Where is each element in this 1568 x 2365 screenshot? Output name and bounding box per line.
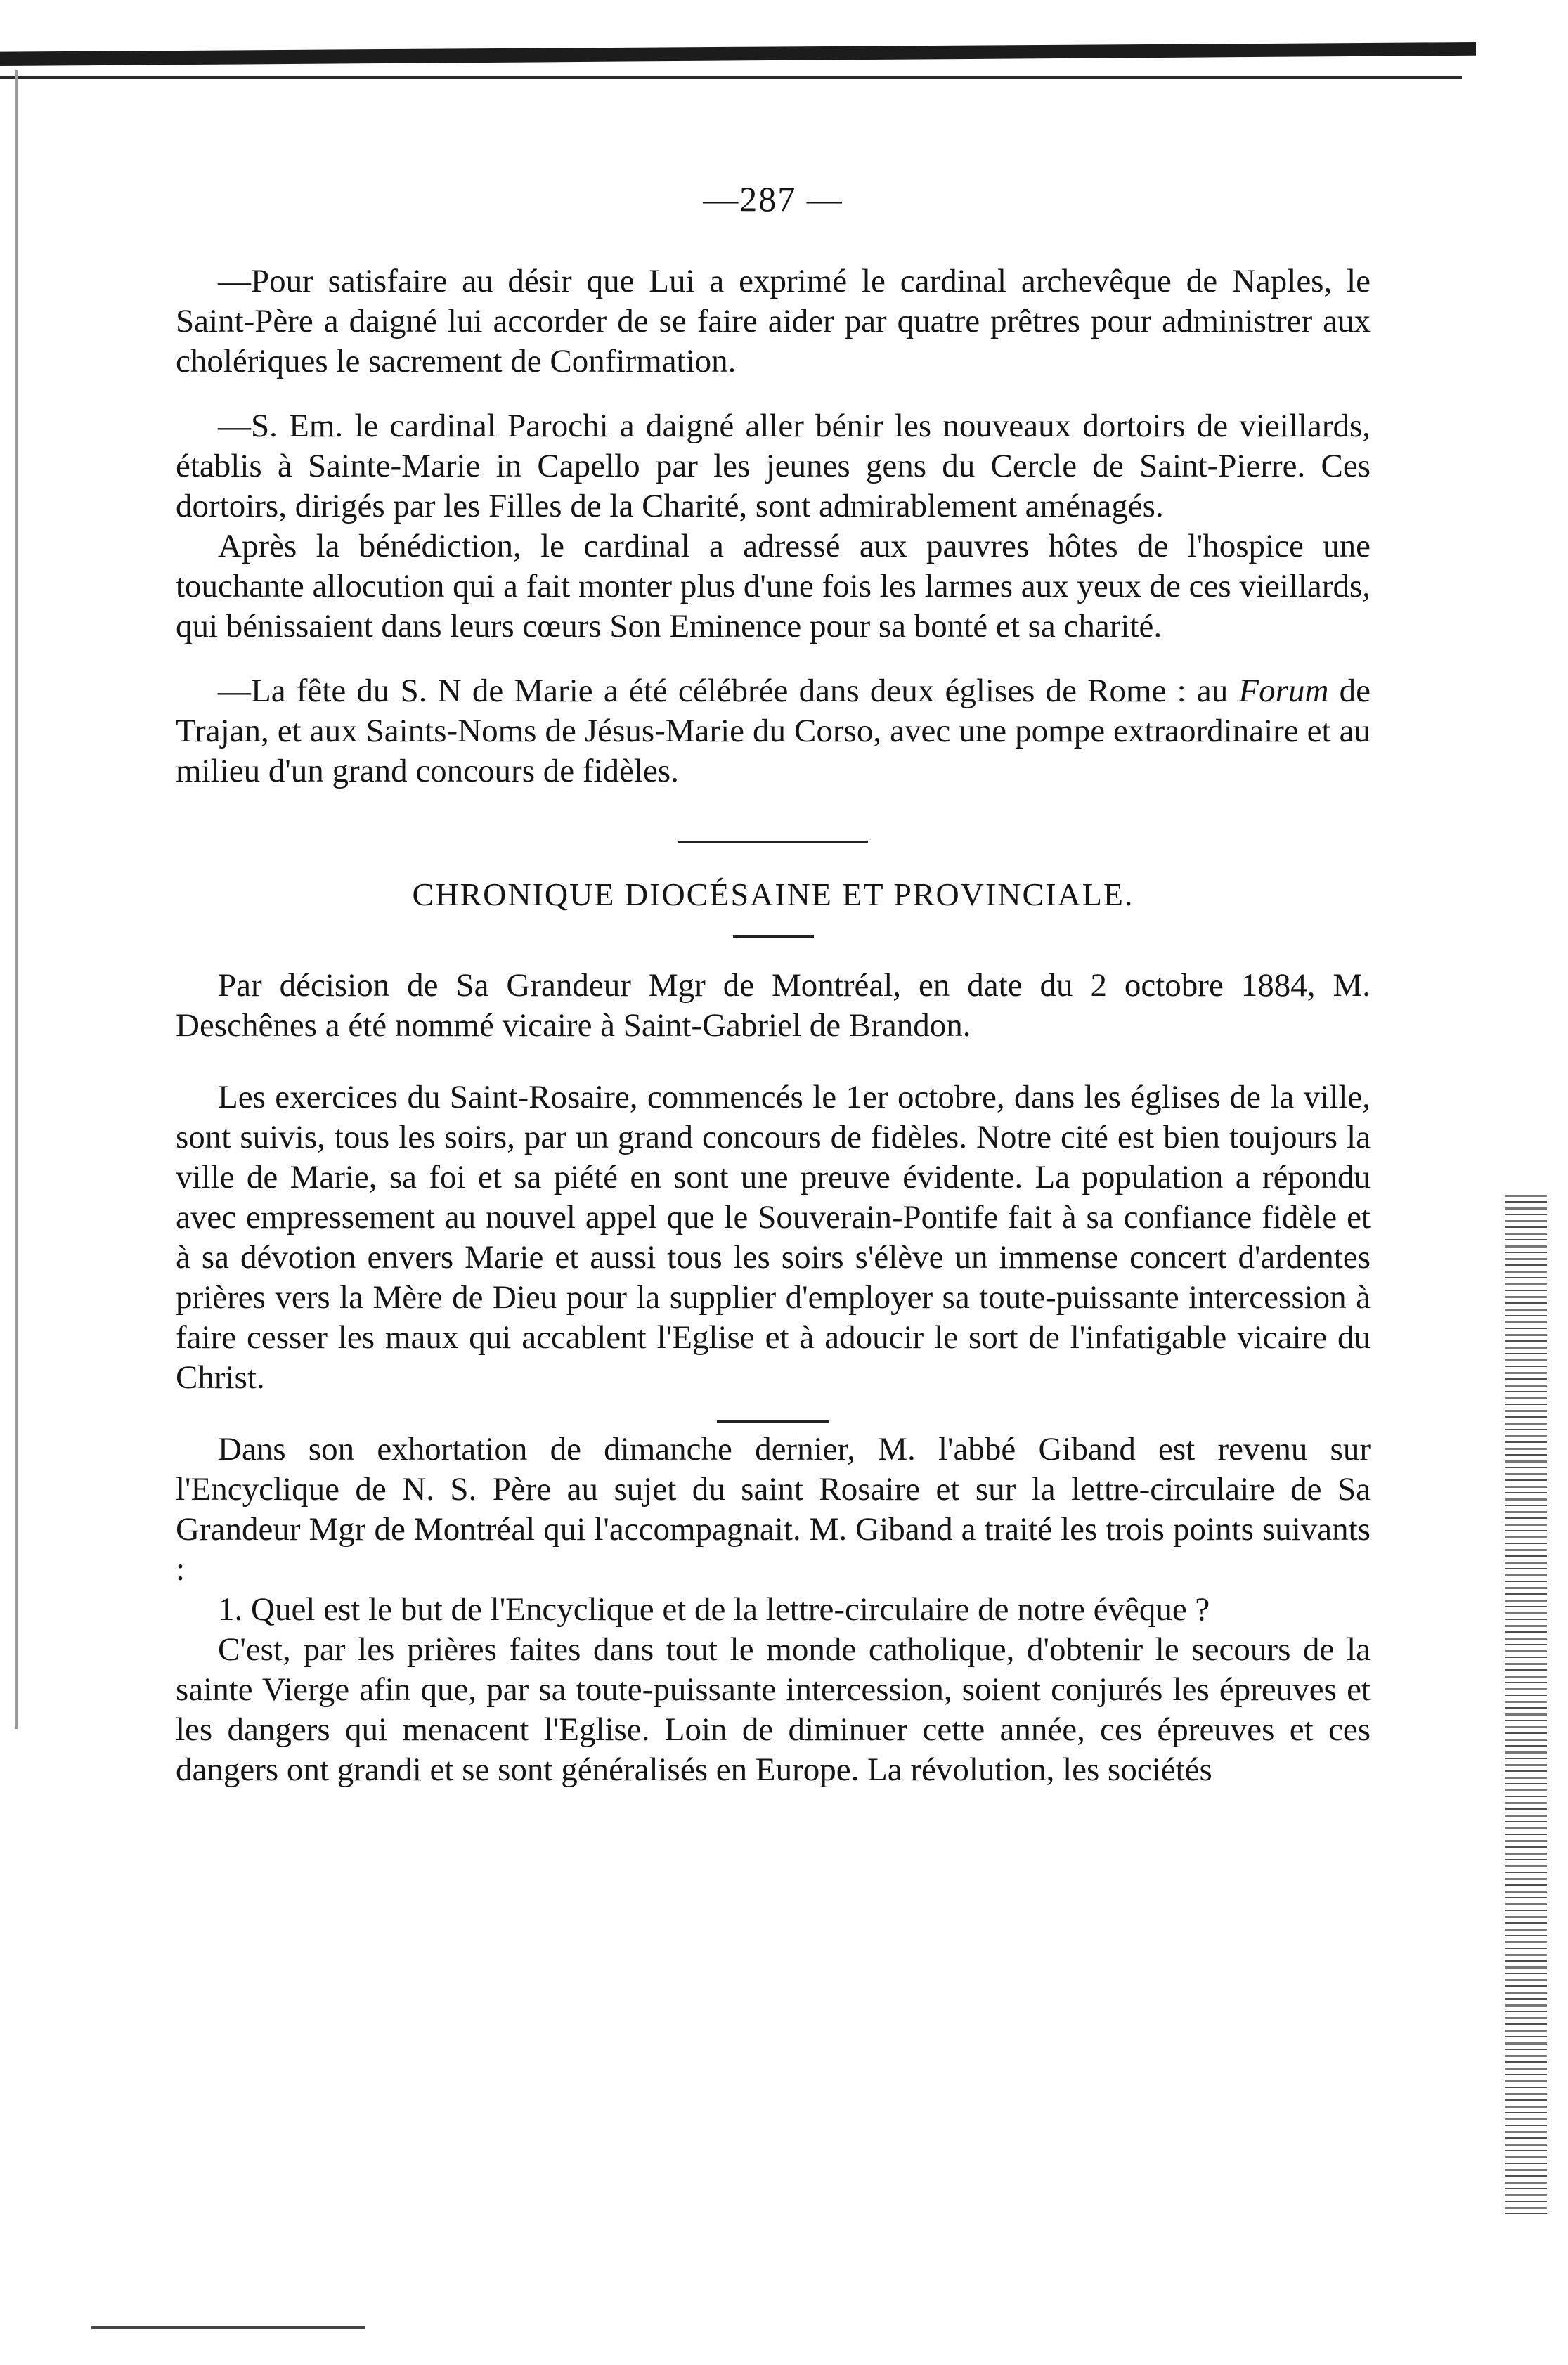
fete-text-italic: Forum bbox=[1238, 673, 1329, 709]
section-heading: CHRONIQUE DIOCÉSAINE ET PROVINCIALE. bbox=[412, 876, 1134, 912]
paragraph-fete bbox=[176, 671, 1371, 791]
top-border-rule bbox=[0, 42, 1476, 66]
paragraph-dortoirs: —S. Em. le cardinal Parochi a daigné aller bénir les nouveaux dortoirs de vieillards, établis à Sainte-Marie in Capello par les jeunes gens du Cercle de Saint-Pierre. Ces dortoirs, dirigés par les Filles de la Charité, sont admirablement aménagés. bbox=[176, 408, 1371, 524]
section-divider bbox=[678, 841, 868, 843]
top-thin-rule bbox=[0, 76, 1462, 79]
page-number: —287 — bbox=[703, 179, 843, 219]
paragraph-divider bbox=[717, 1420, 829, 1423]
paragraph-naples: —Pour satisfaire au désir que Lui a exprimé le cardinal archevêque de Naples, le Saint-Père a daigné lui accorder de se faire aider par quatre prêtres pour administrer aux cholériques le sacrement de Confirmation. bbox=[176, 263, 1371, 380]
paragraph-answer: C'est, par les prières faites dans tout le monde catholique, d'obtenir le secours de la sainte Vierge afin que, par sa toute-puissante intercession, soient conjurés les épreuves et les dangers qui menacent l'Eglise. Loin de diminuer cette année, ces épreuves et ces dangers ont grandi et se sont généralisés en Europe. La révolution, les sociétés bbox=[176, 1631, 1371, 1788]
right-edge-scan-artifact bbox=[1505, 1195, 1547, 2214]
paragraph-question: 1. Quel est le but de l'Encyclique et de la lettre-circulaire de notre évêque ? bbox=[218, 1591, 1210, 1628]
fete-text-after: de Trajan, et aux Saints-Noms de Jésus-Marie du Corso, avec une pompe extraordinaire et au milieu d'un grand concours de fidèles. bbox=[176, 673, 1371, 789]
paragraph-rosaire: Les exercices du Saint-Rosaire, commencés le 1er octobre, dans les églises de la ville, sont suivis, tous les soirs, par un grand concours de fidèles. Notre cité est bien toujours la ville de Marie, sa foi et sa piété en sont une preuve évidente. La population a répondu avec empressement au nouvel appel que le Souverain-Pontife fait à sa confiance fidèle et à sa dévotion envers Marie et aussi tous les soirs s'élève un immense concert d'ardentes prières vers la Mère de Dieu pour la supplier d'employer sa toute-puissante intercession à faire cesser les maux qui accablent l'Eglise et à adoucir le sort de l'infatigable vicaire du Christ. bbox=[176, 1079, 1371, 1396]
heading-divider bbox=[733, 935, 814, 938]
paragraph-deschenes: Par décision de Sa Grandeur Mgr de Montréal, en date du 2 octobre 1884, M. Deschênes a été nommé vicaire à Saint-Gabriel de Brandon. bbox=[176, 967, 1371, 1044]
fete-text-before: —La fête du S. N de Marie a été célébrée dans deux églises de Rome : au bbox=[218, 673, 1239, 709]
paragraph-exhortation: Dans son exhortation de dimanche dernier, M. l'abbé Giband est revenu sur l'Encyclique de N. S. Père au sujet du saint Rosaire et sur la lettre-circulaire de Sa Grandeur Mgr de Montréal qui l'accompagnait. M. Giband a traité les trois points suivants : bbox=[176, 1431, 1371, 1588]
left-margin-line bbox=[15, 70, 18, 1729]
page-body bbox=[176, 179, 1371, 1790]
paragraph-benediction: Après la bénédiction, le cardinal a adressé aux pauvres hôtes de l'hospice une touchante allocution qui a fait monter plus d'une fois les larmes aux yeux de ces vieillards, qui bénissaient dans leurs cœurs Son Eminence pour sa bonté et sa charité. bbox=[176, 528, 1371, 644]
bottom-edge-mark bbox=[91, 2326, 365, 2329]
